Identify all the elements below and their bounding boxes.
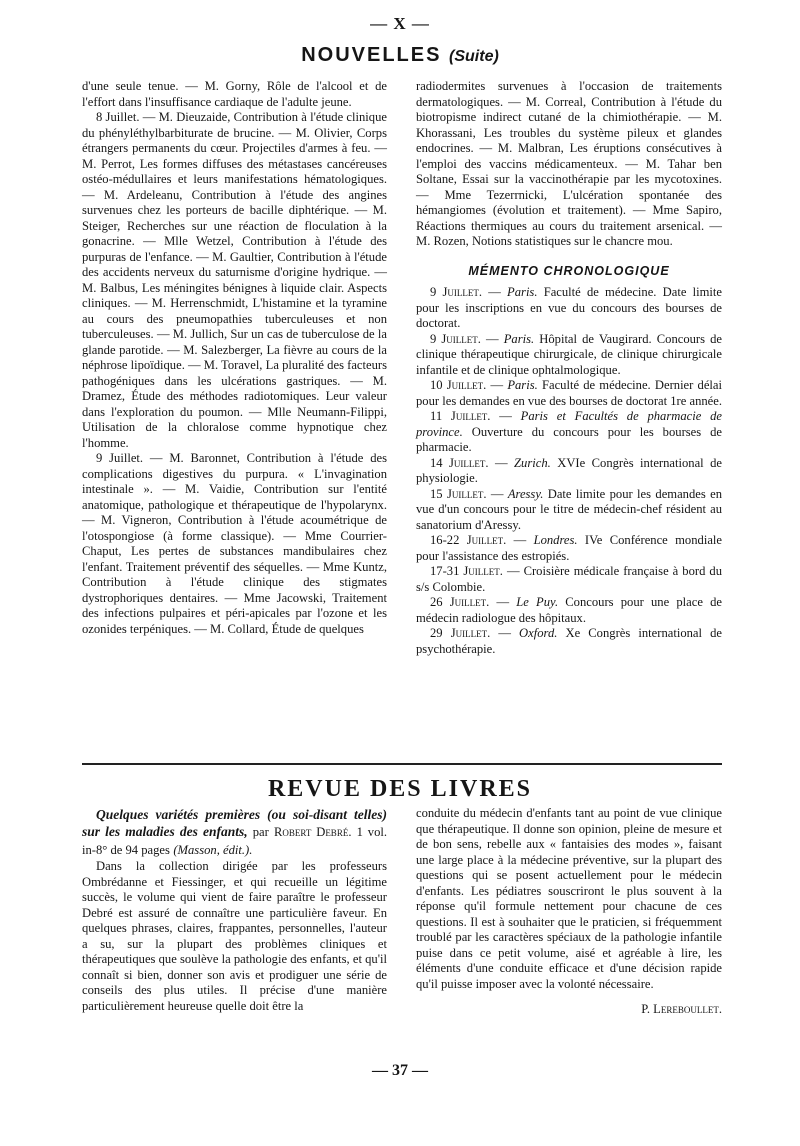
left-paragraph-2: 8 Juillet. — M. Dieuzaide, Contribution à l'étude clinique du phényléthylbarbiturate de brucine. — M. Olivier, Corps étrangers permanents du cœur. Projectiles d'armes à feu. — M. Perrot, Les formes diffuses des métastases cancéreuses ostéo-médullaires et leurs manifestations hématologiques. — M. Ardeleanu, Contribution à l'étude des angines survenues chez les porteurs de bacille diphtérique. — M. Steiger, Recherches sur une réaction de floculation à la gonacrine. — Mlle Wetzel, Contribution à l'étude des purpuras de l'enfance. — M. Gaultier, Contribution à l'étude des accidents nerveux du saturnisme d'origine hydrique. — M. Balbus, Les méningites bénignes à liquide clair. Aspects cliniques. — M. Herrenschmidt, L'histamine et la tyramine au cours des pneumopathies tuberculeuses et non tuberculeuses. — M. Jullich, Sur un cas de tuberculose de la glande parotide. — M. Salezberger, La fièvre au cours de la néphrose lipoïdique. — M. Toravel, La pluralité des facteurs pathogéniques dans les ulcérations gastriques. — M. Dramez, Étude des méthodes radiotomiques. Leur valeur dans l'exploration du poumon. — Mlle Neumann-Filippi, Utilisation de la chloralose comme hypnotique chez l'homme. bbox=[82, 110, 387, 450]
page-number: — 37 — bbox=[372, 1062, 428, 1079]
memento-text: Date limite pour les demandes en vue d'un concours pour le titre de médecin-chef résident au sanatorium d'Aressy. bbox=[416, 486, 722, 532]
memento-place: Paris. bbox=[507, 285, 538, 299]
book-publisher: (Masson, édit.). bbox=[173, 843, 253, 857]
section-divider bbox=[82, 763, 722, 765]
book-author: Robert Debré. bbox=[273, 825, 352, 839]
section-title-suffix: (Suite) bbox=[449, 48, 499, 65]
memento-list bbox=[416, 285, 722, 657]
memento-date: 10 Juillet. bbox=[430, 378, 487, 392]
memento-item: 9 Juillet. — Paris. Faculté de médecine. Date limite pour les inscriptions en vue du concours des bourses de doctorat. bbox=[416, 285, 723, 330]
memento-date: 29 Juillet. bbox=[430, 626, 491, 640]
memento-place: Londres. bbox=[533, 533, 578, 547]
memento-date: 11 Juillet. bbox=[430, 409, 491, 423]
revue-left-column bbox=[82, 806, 387, 1014]
right-continuation: radiodermites survenues à l'occasion de traitements dermatologiques. — M. Correal, Contribution à l'étude du biotropisme indirect cutané de la chimiothérapie. — M. Khorassani, Les troubles du système pileux et glandes endocrines. — M. Malbran, Les éruptions consécutives à l'emploi des vaccins médicamenteux. — M. Tahar ben Soltane, Essai sur la vaccinothérapie par les mycotoxines. — Mme Tezerrnicki, L'ulcération spontanée des hémangiomes (évolution et traitement). — Mme Sapiro, Réactions thermiques au cours du traitement arsenical. — M. Rozen, Notions statistiques sur le chancre mou. bbox=[416, 79, 722, 248]
memento-place: Paris et Facultés de pharmacie de province. bbox=[416, 409, 723, 439]
revue-right-text: conduite du médecin d'enfants tant au point de vue clinique que thérapeutique. Il donne son opinion, pleine de mesure et de bon sens, rebelle aux « fantaisies des modes », faisant une large place à la médecine préventive, sur la plupart des questions qui se posent actuellement pour le médecin d'enfants. Les pédiatres souscriront le plus souvent à la réponse qu'il formule nettement pour chacune de ces questions. Il est à souhaiter que le praticien, si fréquemment troublé par les caractères spéciaux de la pathologie infantile puise dans ce petit volume, aisé et agréable à lire, les éléments d'une conduite efficace et d'une décision rapide qu'il puisse imposer avec la volonté nécessaire. bbox=[416, 806, 722, 991]
memento-place: Paris. bbox=[507, 378, 538, 392]
memento-item: 29 Juillet. — Oxford. Xe Congrès international de psychothérapie. bbox=[416, 626, 722, 656]
section-title bbox=[0, 44, 800, 67]
right-column bbox=[416, 79, 722, 657]
section-title-text: NOUVELLES bbox=[301, 44, 442, 66]
memento-item: 10 Juillet. — Paris. Faculté de médecine. Dernier délai pour les demandes en vue des bourses de doctorat 1re année. bbox=[416, 378, 723, 408]
memento-date: 17-31 Juillet. bbox=[430, 564, 503, 578]
book-heading bbox=[82, 806, 387, 859]
revue-title: REVUE DES LIVRES bbox=[267, 776, 533, 802]
review-signature: P. Lereboullet. bbox=[641, 1002, 722, 1016]
memento-item: 16-22 Juillet. — Londres. IVe Conférence mondiale pour l'assistance des estropiés. bbox=[416, 533, 722, 563]
memento-item: 9 Juillet. — Paris. Hôpital de Vaugirard. Concours de clinique thérapeutique chirurgicale, de clinique chirurgicale infantile et de clinique ophtalmologique. bbox=[416, 331, 722, 377]
memento-place: Aressy. bbox=[507, 486, 544, 501]
memento-place: Oxford. bbox=[519, 626, 558, 640]
memento-date: 14 Juillet. bbox=[430, 455, 489, 470]
book-title: Quelques variétés premières (ou soi-disant telles) sur les maladies des enfants, bbox=[82, 807, 387, 839]
memento-text: IVe Conférence mondiale pour l'assistance des estropiés. bbox=[416, 533, 722, 563]
memento-date: 26 Juillet. bbox=[430, 595, 490, 609]
memento-place: Le Puy. bbox=[516, 595, 559, 609]
memento-date: 15 Juillet. bbox=[430, 486, 487, 501]
memento-place: Paris. bbox=[503, 331, 535, 346]
left-paragraph-1: d'une seule tenue. — M. Gorny, Rôle de l'alcool et de l'effort dans l'insuffisance cardiaque de l'adulte jeune. bbox=[82, 79, 387, 109]
revue-right-column bbox=[416, 806, 722, 1018]
memento-date: 16-22 Juillet. bbox=[430, 533, 507, 547]
memento-date: 9 Juillet. bbox=[430, 331, 481, 346]
memento-text: Faculté de médecine. Date limite pour les inscriptions en vue du concours des bourses de doctorat. bbox=[416, 285, 723, 330]
memento-text: Hôpital de Vaugirard. Concours de clinique thérapeutique chirurgicale, de clinique chirurgicale infantile et de clinique ophtalmologique. bbox=[416, 331, 722, 377]
memento-item: 11 Juillet. — Paris et Facultés de pharmacie de province. Ouverture du concours pour les bourses de pharmacie. bbox=[416, 409, 723, 454]
page-roman-numeral: — X — bbox=[370, 14, 430, 33]
memento-text: Ouverture du concours pour les bourses de pharmacie. bbox=[416, 424, 723, 454]
memento-item: 26 Juillet. — Le Puy. Concours pour une place de médecin radiologue des hôpitaux. bbox=[416, 595, 722, 625]
memento-text: XVIe Congrès international de physiologie. bbox=[416, 455, 722, 485]
memento-item: 14 Juillet. — Zurich. XVIe Congrès international de physiologie. bbox=[416, 455, 722, 485]
memento-text: Faculté de médecine. Dernier délai pour les demandes en vue des bourses de doctorat 1re année. bbox=[416, 378, 723, 408]
revue-left-text: Dans la collection dirigée par les professeurs Ombrédanne et Fiessinger, et qui recueille un légitime succès, le volume qui vient de faire paraître le professeur Debré est assuré de connaître une particulière faveur. En quelques phrases, claires, frappantes, personnelles, l'auteur a su, sur la plupart des problèmes cliniques et thérapeutiques que soulève la pathologie des enfants, et qu'il connaît si bien, donner son avis et prodiguer une série de conseils des plus utiles. Il précise d'une manière particulièrement heureuse quelle doit être la bbox=[82, 859, 387, 1013]
book-details: 1 vol. in-8° de 94 pages bbox=[82, 825, 388, 857]
memento-item: 15 Juillet. — Aressy. Date limite pour les demandes en vue d'un concours pour le titre de médecin-chef résident au sanatorium d'Aressy. bbox=[416, 486, 722, 532]
memento-text: Xe Congrès international de psychothérapie. bbox=[416, 626, 722, 656]
memento-date: 9 Juillet. bbox=[430, 285, 483, 299]
memento-item: 17-31 Juillet. — Croisière médicale française à bord du s/s Colombie. bbox=[416, 564, 722, 594]
book-by: par bbox=[252, 825, 269, 839]
memento-place: Zurich. bbox=[514, 455, 551, 470]
memento-text: Concours pour une place de médecin radiologue des hôpitaux. bbox=[416, 595, 722, 625]
left-column bbox=[82, 79, 387, 637]
memento-text: Croisière médicale française à bord du s/s Colombie. bbox=[416, 564, 722, 594]
memento-title: MÉMENTO CHRONOLOGIQUE bbox=[468, 263, 670, 278]
left-paragraph-3: 9 Juillet. — M. Baronnet, Contribution à l'étude des complications digestives du purpura. « L'invagination intestinale ». — M. Vaidie, Contribution sur l'entité anatomique, pathologique et thérapeutique de l'hypolarynx. — M. Vigneron, Contribution à l'étude acoumétrique de l'otospongiose (à forme classique). — Mme Courrier-Chaput, Les pertes de substances mandibulaires chez l'enfant. Traitement préventif des séquelles. — Mme Kuntz, Contribution à l'étude clinique des stigmates dystrophoriques dentaires. — Mme Jacowski, Traitement des infections pulpaires et péri-apicales par l'ozone et les ozonides terpéniques. — M. Collard, Étude de quelques bbox=[82, 451, 387, 636]
